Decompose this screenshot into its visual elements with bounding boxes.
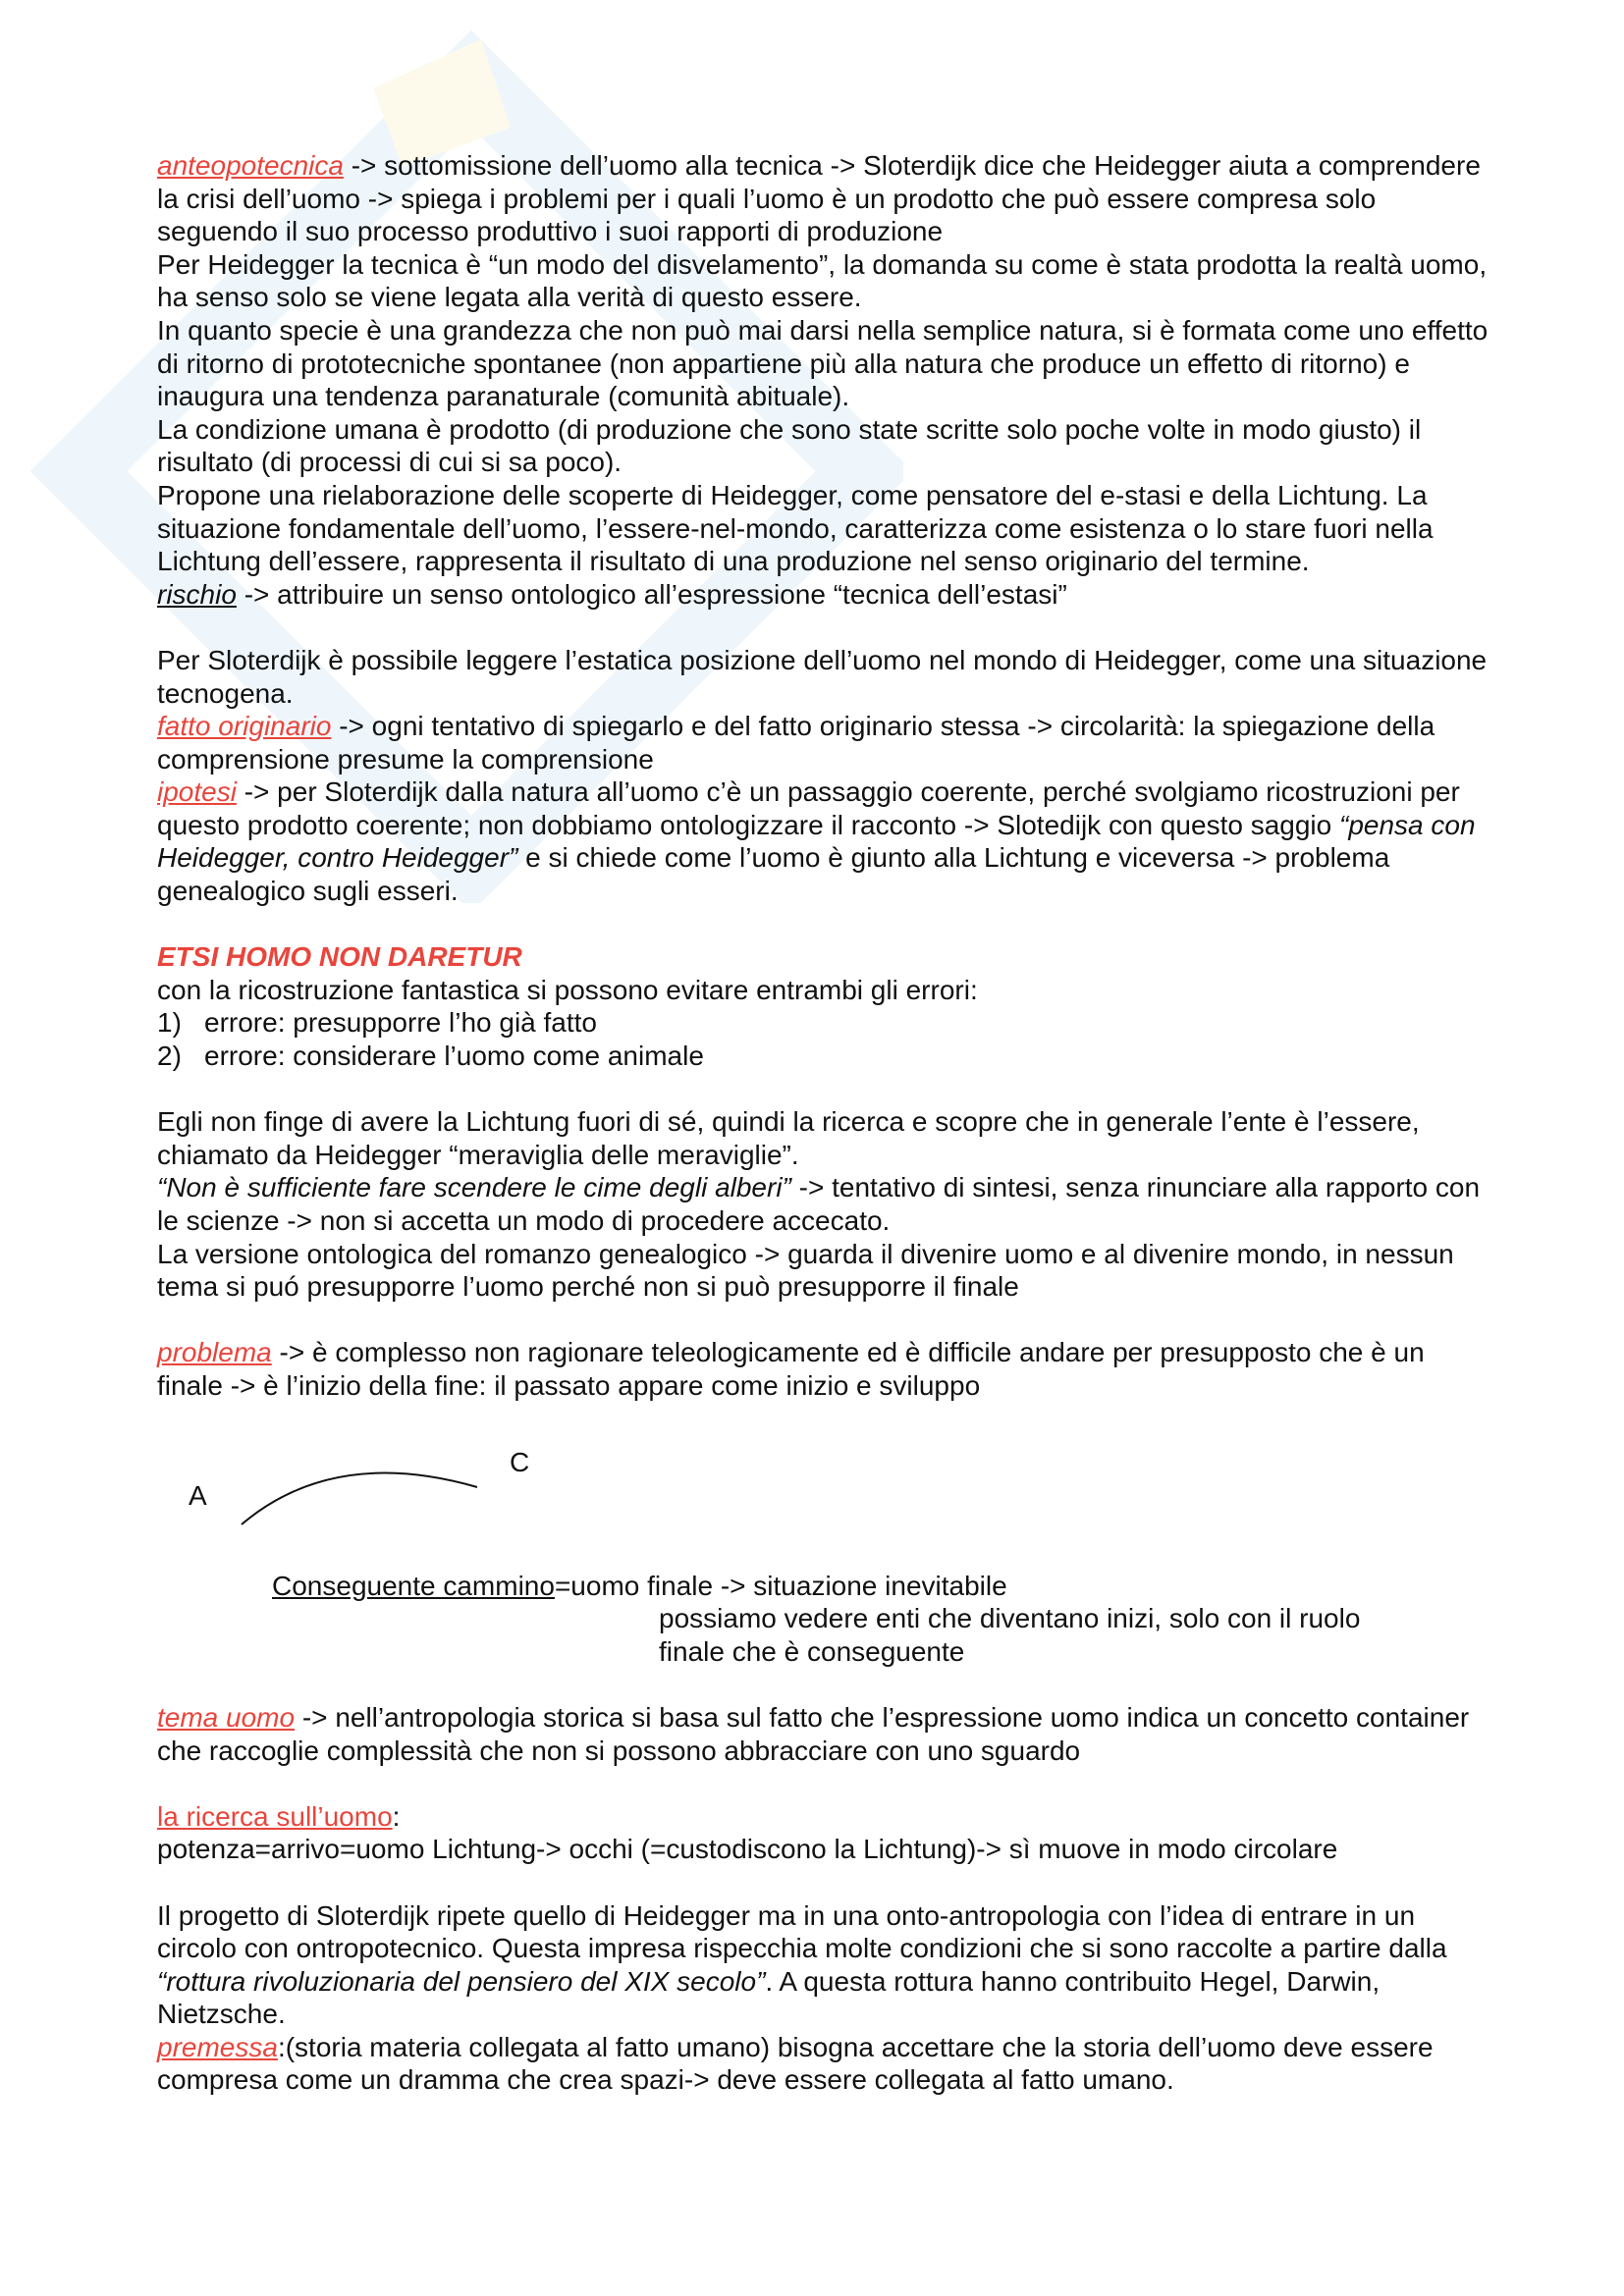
arc-curve <box>157 1442 648 1570</box>
spacer <box>157 1073 1492 1106</box>
paragraph-cammino-line3: finale che è conseguente <box>659 1635 965 1667</box>
paragraph-text: -> nell’antropologia storica si basa sul fatto che l’espressione uomo indica un concetto container che raccoglie complessità che non si possono abbracciare con uno sguardo <box>157 1701 1470 1766</box>
paragraph-estatica-posizione: Per Sloterdijk è possibile leggere l’estatica posizione dell’uomo nel mondo di Heidegger, come una situazione tecnogena. <box>157 644 1488 709</box>
paragraph-text: -> sottomissione dell’uomo alla tecnica -> Sloterdijk dice che Heidegger aiuta a comprendere la crisi dell’uomo -> spiega i problemi per i quali l’uomo è un prodotto che può essere compresa solo seguendo il suo processo produttivo i suoi rapporti di produzione <box>157 150 1481 247</box>
term-conseguente-cammino: Conseguente cammino <box>272 1570 555 1601</box>
paragraph-progetto <box>157 1899 1492 2031</box>
spacer <box>157 1767 1492 1800</box>
paragraph-text: . A questa rottura hanno contribuito Hegel, Darwin, Nietzsche. <box>157 1965 1380 2030</box>
term-fatto-originario: fatto originario <box>157 711 332 742</box>
paragraph-premessa <box>157 2031 1492 2097</box>
paragraph-ricerca-uomo <box>157 1800 1492 1834</box>
paragraph-tema-uomo <box>157 1701 1492 1767</box>
arc-diagram <box>157 1442 1492 1570</box>
paragraph-text: :(storia materia collegata al fatto umano) bisogna accettare che la storia dell’uomo deve essere compresa come un dramma che crea spazi-> deve essere collegata al fatto umano. <box>157 2031 1434 2096</box>
section-heading: ETSI HOMO NON DARETUR <box>157 941 522 973</box>
paragraph-ipotesi <box>157 775 1492 907</box>
watermark-accent <box>373 39 511 167</box>
term-problema: problema <box>157 1337 272 1368</box>
paragraph-text: -> attribuire un senso ontologico all’espressione “tecnica dell’estasi” <box>236 578 1067 610</box>
paragraph-versione-ontologica: La versione ontologica del romanzo genealogico -> guarda il divenire uomo e al divenire mondo, in nessun tema si puó presupporre l’uomo perché non si può presupporre il finale <box>157 1238 1454 1303</box>
spacer <box>157 908 1492 941</box>
list-item <box>157 1040 1492 1073</box>
quote-rottura: “rottura rivoluzionaria del pensiero del XIX secolo” <box>157 1965 766 1997</box>
paragraph-cammino-line2: possiamo vedere enti che diventano inizi, solo con il ruolo <box>659 1603 1361 1634</box>
paragraph-text: Il progetto di Sloterdijk ripete quello di Heidegger ma in una onto-antropologia con l’idea di entrare in un circolo con ontropotecnico. Questa impresa rispecchia molte condizioni che si sono raccolte a partire dalla <box>157 1899 1447 1964</box>
spacer <box>157 1668 1492 1701</box>
diagram-label-c: C <box>510 1446 530 1477</box>
paragraph-anteopotecnica <box>157 149 1492 248</box>
term-ipotesi: ipotesi <box>157 776 237 808</box>
paragraph-ricostruzione: con la ricostruzione fantastica si possono evitare entrambi gli errori: <box>157 974 978 1005</box>
paragraph-rischio <box>157 578 1492 612</box>
paragraph-text: -> tentativo di sintesi, senza rinunciare alla rapporto con le scienze -> non si accetta un modo di procedere accecato. <box>157 1172 1481 1236</box>
term-tema-uomo: tema uomo <box>157 1701 296 1733</box>
paragraph-text: =uomo finale -> situazione inevitabile <box>554 1570 1007 1601</box>
paragraph-specie: In quanto specie è una grandezza che non può mai darsi nella semplice natura, si è formata come uno effetto di ritorno di prototecniche spontanee (non appartiene più alla natura che produce un effetto di ritorno) e inaugura una tendenza paranaturale (comunità abituale). <box>157 314 1489 412</box>
quote-pensa-con-heidegger: “pensa con Heidegger, contro Heidegger” <box>157 809 1476 874</box>
document-body <box>157 149 1492 2097</box>
paragraph-text: e si chiede come l’uomo è giunto alla Lichtung e viceversa -> problema genealogico sugli esseri. <box>157 842 1390 907</box>
paragraph-tecnica-disvelamento: Per Heidegger la tecnica è “un modo del disvelamento”, la domanda su come è stata prodotta la realtà uomo, ha senso solo se viene legata alla verità di questo essere. <box>157 248 1488 313</box>
list-text: errore: presupporre l’ho già fatto <box>204 1007 597 1039</box>
paragraph-cammino <box>157 1570 1492 1603</box>
paragraph-fatto-originario <box>157 710 1492 775</box>
diagram-label-a: A <box>189 1479 207 1511</box>
paragraph-potenza: potenza=arrivo=uomo Lichtung-> occhi (=custodiscono la Lichtung)-> sì muove in modo circolare <box>157 1834 1338 1865</box>
paragraph-problema <box>157 1336 1492 1402</box>
paragraph-text: -> per Sloterdijk dalla natura all’uomo c’è un passaggio coerente, perché svolgiamo ricostruzioni per questo prodotto coerente; non dobbiamo ontologizzare il racconto -> Slotedijk con questo saggio <box>157 776 1460 840</box>
term-rischio: rischio <box>157 578 237 610</box>
paragraph-text: -> ogni tentativo di spiegarlo e del fatto originario stessa -> circolarità: la spiegazione della comprensione presume la comprensione <box>157 711 1435 774</box>
paragraph-lichtung: Egli non finge di avere la Lichtung fuori di sé, quindi la ricerca e scopre che in generale l’ente è l’essere, chiamato da Heidegger “meraviglia delle meraviglie”. <box>157 1106 1420 1170</box>
spacer <box>157 1304 1492 1337</box>
paragraph-text: : <box>392 1800 401 1832</box>
term-premessa: premessa <box>157 2031 278 2062</box>
list-number: 1) <box>157 1007 182 1039</box>
term-ricerca-uomo: la ricerca sull’uomo <box>157 1800 393 1832</box>
list-text: errore: considerare l’uomo come animale <box>204 1041 704 1072</box>
paragraph-cime-alberi <box>157 1171 1492 1237</box>
spacer <box>157 611 1492 644</box>
quote-cime-alberi: “Non è sufficiente fare scendere le cime degli alberi” <box>157 1172 791 1203</box>
paragraph-text: -> è complesso non ragionare teleologicamente ed è difficile andare per presupposto che è un finale -> è l’inizio della fine: il passato appare come inizio e sviluppo <box>157 1337 1425 1401</box>
list-item <box>157 1006 1492 1040</box>
spacer <box>157 1866 1492 1899</box>
list-number: 2) <box>157 1041 182 1072</box>
paragraph-rielaborazione: Propone una rielaborazione delle scoperte di Heidegger, come pensatore del e-stasi e della Lichtung. La situazione fondamentale dell’uomo, l’essere-nel-mondo, caratterizza come esistenza o lo stare fuori nella Lichtung dell’essere, rappresenta il risultato di una produzione nel senso originario del termine. <box>157 479 1434 577</box>
paragraph-condizione-umana: La condizione umana è prodotto (di produzione che sono state scritte solo poche volte in modo giusto) il risultato (di processi di cui si sa poco). <box>157 413 1422 478</box>
term-anteopotecnica: anteopotecnica <box>157 150 344 181</box>
